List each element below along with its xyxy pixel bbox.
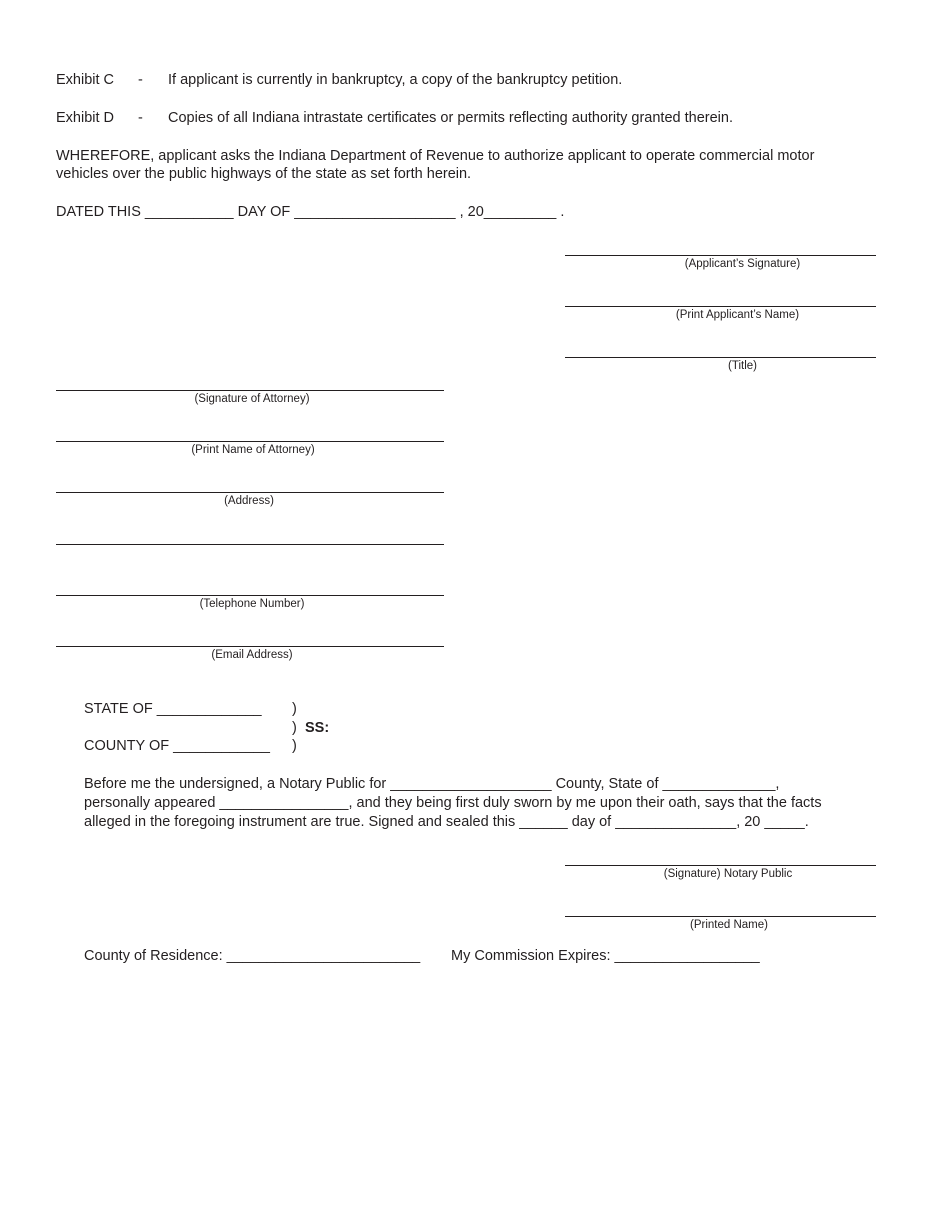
venue-paren-1: ) [292,701,297,717]
commission-expires-field[interactable]: My Commission Expires: __________________ [451,948,760,964]
notary-line-2: personally appeared ________________, and they being first duly sworn by me upon their oath, says that the facts [84,795,822,811]
notary-line-1: Before me the undersigned, a Notary Public for ____________________ County, State of ______________, [84,776,780,792]
notary-printed-name-caption: (Printed Name) [690,919,768,931]
attorney-address-line[interactable] [56,492,444,493]
attorney-telephone-line[interactable] [56,595,444,596]
notary-signature-line[interactable] [565,865,876,866]
attorney-telephone-caption: (Telephone Number) [199,598,305,610]
exhibit-d-dash: - [138,110,143,126]
exhibit-c-label: Exhibit C [56,72,115,88]
notary-printed-name-line[interactable] [565,916,876,917]
notary-line-3: alleged in the foregoing instrument are true. Signed and sealed this ______ day of _______________, 20 _____. [84,814,809,830]
notary-signature-caption: (Signature) Notary Public [663,868,793,880]
state-of-field[interactable]: STATE OF _____________ [84,701,262,717]
applicant-name-line[interactable] [565,306,876,307]
venue-ss: SS: [305,720,330,736]
county-of-field[interactable]: COUNTY OF ____________ [84,738,270,754]
attorney-address-caption: (Address) [224,495,274,507]
applicant-signature-caption: (Applicant’s Signature) [684,258,801,270]
applicant-name-caption: (Print Applicant’s Name) [675,309,800,321]
attorney-signature-line[interactable] [56,390,444,391]
wherefore-line-1: WHEREFORE, applicant asks the Indiana Department of Revenue to authorize applicant to operate commercial motor [56,148,815,164]
applicant-signature-line[interactable] [565,255,876,256]
exhibit-c-dash: - [138,72,143,88]
exhibit-d-label: Exhibit D [56,110,115,126]
attorney-address-line-2[interactable] [56,544,444,545]
venue-paren-2: ) [292,720,297,736]
venue-paren-3: ) [292,738,297,754]
attorney-email-line[interactable] [56,646,444,647]
applicant-title-caption: (Title) [728,360,757,372]
attorney-signature-caption: (Signature of Attorney) [194,393,310,405]
exhibit-d-text: Copies of all Indiana intrastate certificates or permits reflecting authority granted therein. [168,110,733,126]
attorney-name-line[interactable] [56,441,444,442]
attorney-email-caption: (Email Address) [211,649,293,661]
exhibit-c-text: If applicant is currently in bankruptcy, a copy of the bankruptcy petition. [168,72,623,88]
attorney-name-caption: (Print Name of Attorney) [191,444,315,456]
county-of-residence-field[interactable]: County of Residence: ________________________ [84,948,421,964]
wherefore-line-2: vehicles over the public highways of the state as set forth herein. [56,166,472,182]
applicant-title-line[interactable] [565,357,876,358]
dated-line[interactable]: DATED THIS ___________ DAY OF ____________________ , 20_________ . [56,204,565,220]
